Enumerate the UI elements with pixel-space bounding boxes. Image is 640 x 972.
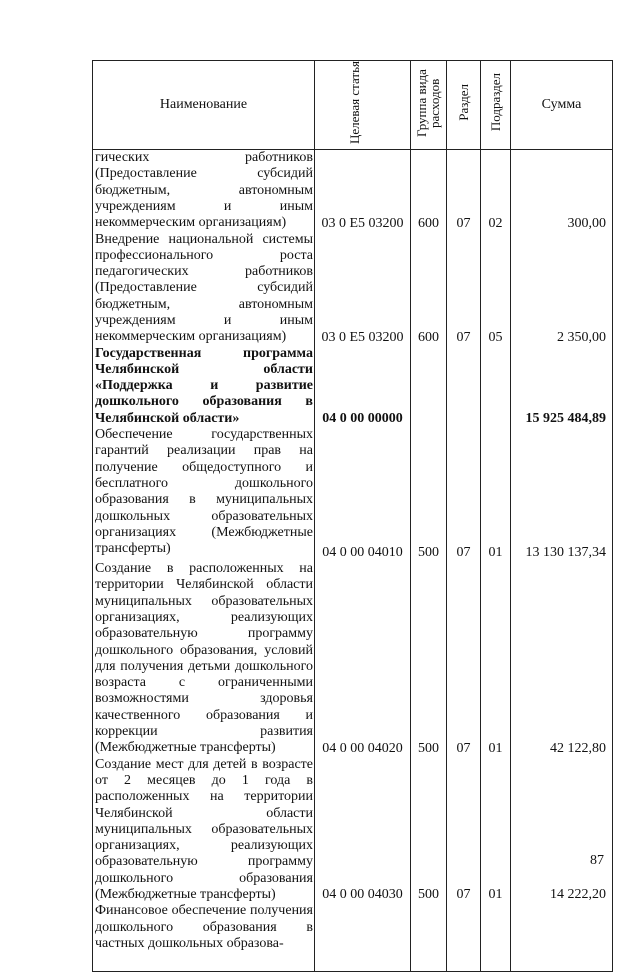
table-row (93, 232, 613, 346)
row-sum: 2 350,00 (511, 232, 613, 346)
row-expense-group (411, 903, 447, 971)
header-sum: Сумма (511, 61, 613, 150)
table-row (93, 757, 613, 904)
row-expense-group: 500 (411, 757, 447, 904)
table-row (93, 561, 613, 757)
row-sum: 14 222,20 (511, 757, 613, 904)
row-section: 07 (447, 150, 481, 232)
row-subsection (481, 346, 511, 427)
row-target-article: 04 0 00 04030 (315, 757, 411, 904)
row-sum: 300,00 (511, 150, 613, 232)
row-target-article: 03 0 E5 03200 (315, 150, 411, 232)
table-row (93, 903, 613, 971)
table-header-row (93, 61, 613, 150)
row-section: 07 (447, 232, 481, 346)
row-name: Обеспечение государственных гарантий реализации прав на получение общедоступного и бесплатного дошкольного образования в муниципальных дошкольных образовательных организациях (Межбюджетные трансферты) (93, 427, 315, 561)
row-target-article (315, 903, 411, 971)
row-expense-group: 500 (411, 427, 447, 561)
table-row (93, 346, 613, 427)
header-expense-group-label: Группа вида расходов (413, 68, 442, 137)
row-subsection: 05 (481, 232, 511, 346)
row-target-article: 04 0 00 04010 (315, 427, 411, 561)
row-section: 07 (447, 427, 481, 561)
row-name: гических работников (Предоставление субсидий бюджетным, автономным учреждениям и иным некоммерческим организациям) (93, 150, 315, 232)
row-name: Создание мест для детей в возрасте от 2 месяцев до 1 года в расположенных на территории Челябинской области муниципальных образовательных организациях, реализующих образовательную программу дошкольного образования (Межбюджетные трансферты) (93, 757, 315, 904)
row-name: Финансовое обеспечение получения дошкольного образования в частных дошкольных образова- (93, 903, 315, 971)
table-row (93, 150, 613, 232)
header-subsection-label: Подраздел (488, 73, 503, 132)
row-section: 07 (447, 757, 481, 904)
header-target-article (315, 61, 411, 150)
row-name: Создание в расположенных на территории Челябинской области муниципальных образовательных организациях, реализующих образовательную программу дошкольного образования, условий для получения детьми дошкольного возраста с ограниченными возможностями здоровья качественного образования и коррекции развития (Межбюджетные трансферты) (93, 561, 315, 757)
table-row (93, 427, 613, 561)
row-subsection: 01 (481, 757, 511, 904)
row-target-article: 04 0 00 00000 (315, 346, 411, 427)
row-section: 07 (447, 561, 481, 757)
header-name: Наименование (93, 61, 315, 150)
row-sum: 13 130 137,34 (511, 427, 613, 561)
header-section (447, 61, 481, 150)
row-subsection (481, 903, 511, 971)
header-subsection (481, 61, 511, 150)
row-expense-group: 600 (411, 150, 447, 232)
row-subsection: 02 (481, 150, 511, 232)
header-expense-group (411, 61, 447, 150)
row-section (447, 903, 481, 971)
row-subsection: 01 (481, 561, 511, 757)
row-sum: 15 925 484,89 (511, 346, 613, 427)
page-number: 87 (590, 853, 604, 868)
row-name: Внедрение национальной системы профессионального роста педагогических работников (Предоставление субсидий бюджетным, автономным учреждениям и иным некоммерческим организациям) (93, 232, 315, 346)
row-subsection: 01 (481, 427, 511, 561)
table-body (93, 150, 613, 972)
header-section-label: Раздел (456, 84, 471, 121)
header-target-article-label: Целевая статья (346, 61, 362, 145)
row-expense-group: 500 (411, 561, 447, 757)
row-target-article: 04 0 00 04020 (315, 561, 411, 757)
row-expense-group (411, 346, 447, 427)
row-target-article: 03 0 E5 03200 (315, 232, 411, 346)
row-sum: 42 122,80 (511, 561, 613, 757)
budget-table (92, 60, 613, 972)
row-expense-group: 600 (411, 232, 447, 346)
row-name: Государственная программа Челябинской области «Поддержка и развитие дошкольного образования в Челябинской области» (93, 346, 315, 427)
row-section (447, 346, 481, 427)
row-sum (511, 903, 613, 971)
